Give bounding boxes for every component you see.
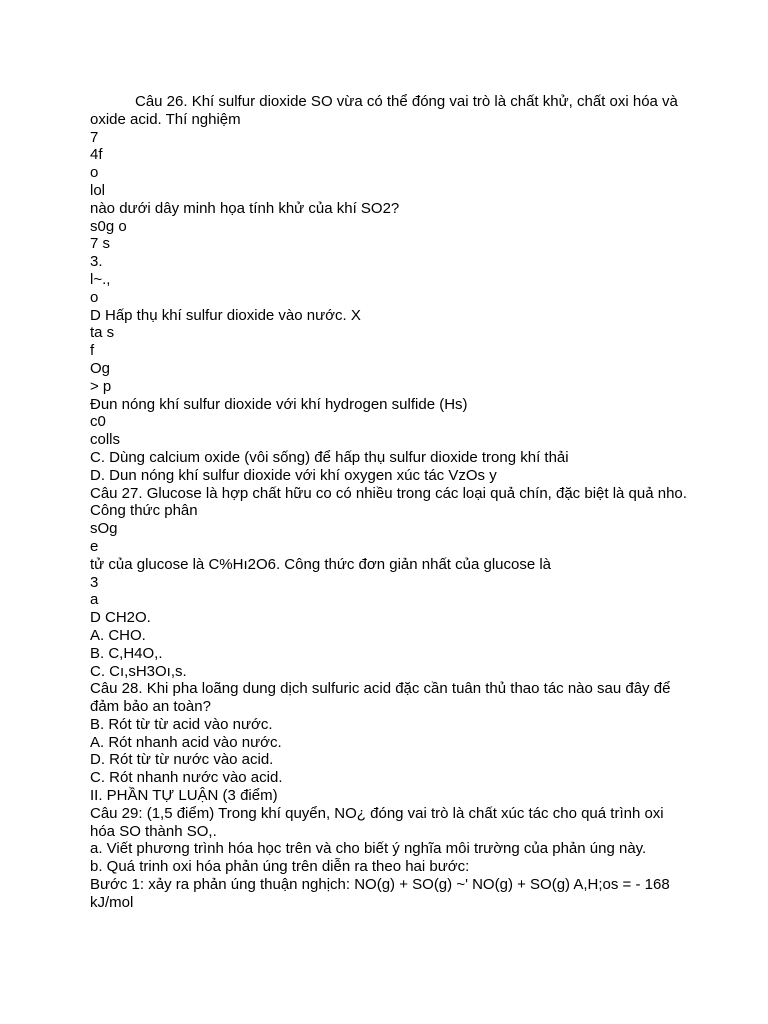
ocr-fragment: 4f <box>90 146 103 164</box>
sub-question: b. Quá trinh oxi hóa phản úng trên diễn ra theo hai bước: <box>90 858 470 876</box>
answer-option: D Hấp thụ khí sulfur dioxide vào nước. X <box>90 306 361 324</box>
answer-option: Đun nóng khí sulfur dioxide với khí hydrogen sulfide (Hs) <box>90 395 468 413</box>
document-page <box>90 93 690 912</box>
answer-option: B. C,H4O,. <box>90 644 163 662</box>
answer-option: C. Dùng calcium oxide (vôi sống) để hấp thụ sulfur dioxide trong khí thải <box>90 448 569 466</box>
ocr-fragment: o <box>90 288 99 306</box>
ocr-fragment: o <box>90 164 99 182</box>
question-27-text: Câu 27. Glucose là hợp chất hữu co có nhiều trong các loại quả chín, đặc biệt là quả nho. Công thức phân <box>90 484 687 520</box>
ocr-fragment: 7 s <box>90 235 111 253</box>
question-28-text: Câu 28. Khi pha loãng dung dịch sulfuric acid đặc cần tuân thủ thao tác nào sau đây để đảm bảo an toàn? <box>90 680 671 716</box>
question-29-text: Câu 29: (1,5 điểm) Trong khí quyển, NO¿ đóng vai trò là chất xúc tác cho quá trình oxi hóa SO thành SO,. <box>90 804 664 840</box>
question-26-continuation: nào dưới dây minh họa tính khử của khí SO2? <box>90 199 400 217</box>
ocr-fragment: c0 <box>90 413 106 431</box>
ocr-fragment: 7 <box>90 128 99 146</box>
ocr-fragment: sOg <box>90 520 118 538</box>
ocr-fragment: a <box>90 591 99 609</box>
section-heading: II. PHẦN TỰ LUẬN (3 điểm) <box>90 787 278 805</box>
ocr-fragment: lol <box>90 181 106 199</box>
ocr-fragment: 3 <box>90 573 99 591</box>
answer-option: D. Rót từ từ nước vào acid. <box>90 751 274 769</box>
ocr-fragment: colls <box>90 431 121 449</box>
answer-option: C. Cı,sH3Oı,s. <box>90 662 187 680</box>
ocr-fragment: ta s <box>90 324 115 342</box>
answer-option: B. Rót từ từ acid vào nước. <box>90 715 273 733</box>
answer-option: A. CHO. <box>90 626 146 644</box>
ocr-fragment: f <box>90 342 95 360</box>
ocr-fragment: e <box>90 537 99 555</box>
reaction-step: Bước 1: xảy ra phản úng thuận nghịch: NO(g) + SO(g) ~' NO(g) + SO(g) A,H;os = - 168 kJ/mol <box>90 876 670 911</box>
ocr-fragment: l~., <box>90 270 111 288</box>
ocr-fragment: Og <box>90 359 111 377</box>
answer-option: D. Dun nóng khí sulfur dioxide với khí oxygen xúc tác VzOs y <box>90 466 497 484</box>
ocr-fragment: > p <box>90 377 112 395</box>
question-27-continuation: tử của glucose là C%Hı2O6. Công thức đơn giản nhất của glucose là <box>90 555 552 573</box>
ocr-fragment: s0g o <box>90 217 127 235</box>
question-26-text: Câu 26. Khí sulfur dioxide SO vừa có thể đóng vai trò là chất khử, chất oxi hóa và oxide acid. Thí nghiệm <box>90 93 678 128</box>
answer-option: A. Rót nhanh acid vào nước. <box>90 733 282 751</box>
ocr-fragment: 3. <box>90 253 103 271</box>
answer-option: C. Rót nhanh nước vào acid. <box>90 769 283 787</box>
sub-question: a. Viết phương trình hóa học trên và cho biết ý nghĩa môi trường của phản úng này. <box>90 840 647 858</box>
answer-option: D CH2O. <box>90 609 151 627</box>
